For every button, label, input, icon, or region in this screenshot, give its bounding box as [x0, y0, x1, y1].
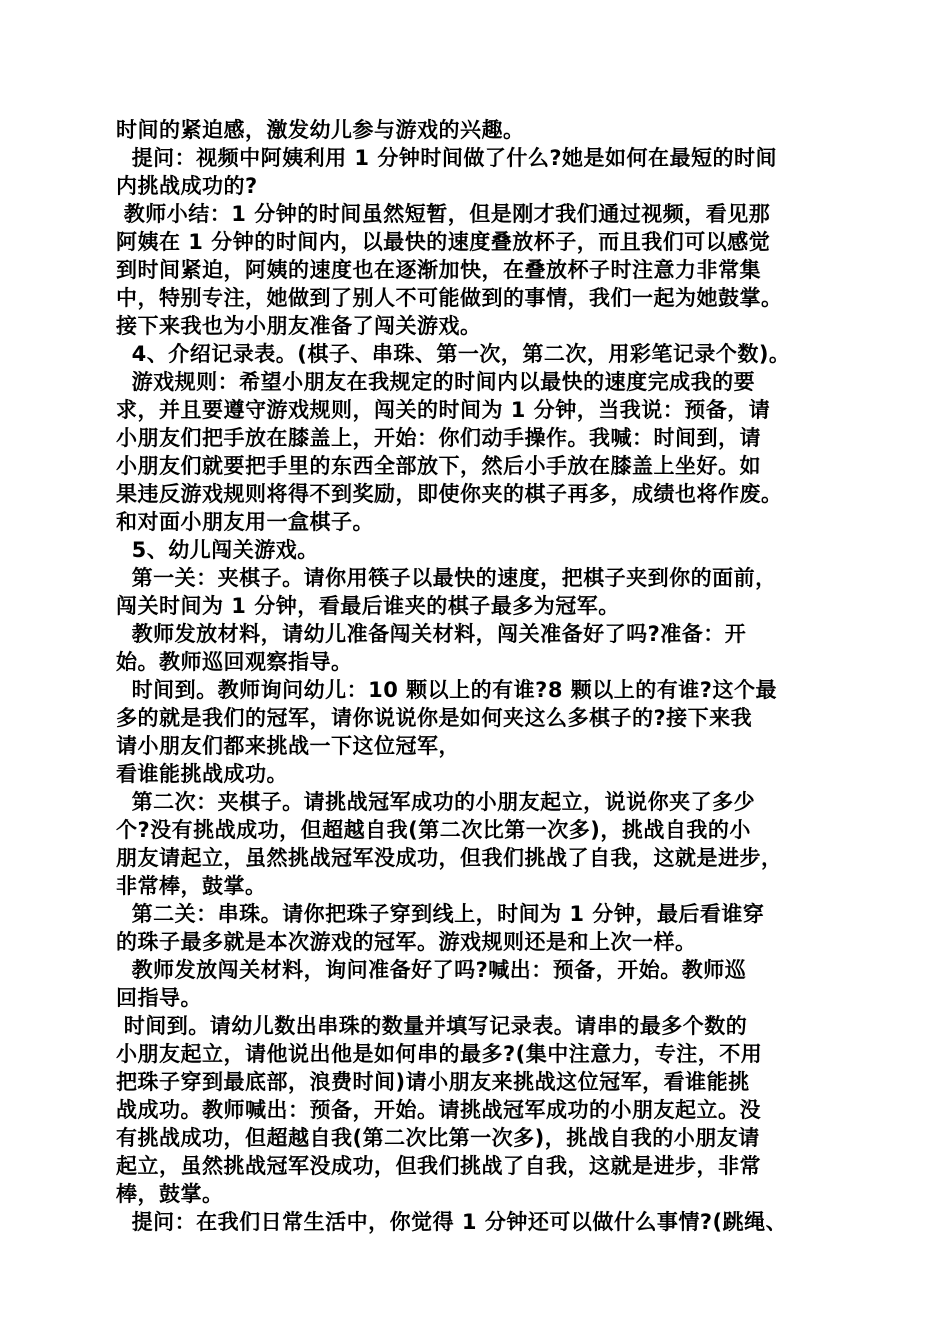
text-line: 时间的紧迫感，激发幼儿参与游戏的兴趣。: [116, 118, 525, 142]
text-line: 内挑战成功的?: [116, 174, 258, 198]
text-line: 提问：在我们日常生活中，你觉得 1 分钟还可以做什么事情?(跳绳、: [116, 1210, 788, 1234]
text-line: 第二次：夹棋子。请挑战冠军成功的小朋友起立，说说你夹了多少: [116, 790, 756, 814]
text-line: 小朋友起立，请他说出他是如何串的最多?(集中注意力，专注，不用: [116, 1042, 763, 1066]
text-line: 求，并且要遵守游戏规则，闯关的时间为 1 分钟，当我说：预备，请: [116, 398, 771, 422]
text-line: 时间到。请幼儿数出串珠的数量并填写记录表。请串的最多个数的: [116, 1014, 748, 1038]
text-line: 教师小结：1 分钟的时间虽然短暂，但是刚才我们通过视频，看见那: [116, 202, 771, 226]
text-line: 果违反游戏规则将得不到奖励，即使你夹的棋子再多，成绩也将作废。: [116, 482, 783, 506]
text-line: 到时间紧迫，阿姨的速度也在逐渐加快，在叠放杯子时注意力非常集: [116, 258, 761, 282]
text-line: 起立，虽然挑战冠军没成功，但我们挑战了自我，这就是进步，非常: [116, 1154, 761, 1178]
text-line: 第一关：夹棋子。请你用筷子以最快的速度，把棋子夹到你的面前，: [116, 566, 777, 590]
text-line: 棒，鼓掌。: [116, 1182, 224, 1206]
document-page: [116, 116, 846, 1236]
text-line: 把珠子穿到最底部，浪费时间)请小朋友来挑战这位冠军，看谁能挑: [116, 1070, 750, 1094]
text-line: 接下来我也为小朋友准备了闯关游戏。: [116, 314, 482, 338]
text-line: 看谁能挑战成功。: [116, 762, 288, 786]
text-line: 中，特别专注，她做到了别人不可能做到的事情，我们一起为她鼓掌。: [116, 286, 783, 310]
text-line: 4、介绍记录表。(棋子、串珠、第一次，第二次，用彩笔记录个数)。: [116, 342, 791, 366]
text-line: 和对面小朋友用一盒棋子。: [116, 510, 374, 534]
text-line: 小朋友们就要把手里的东西全部放下，然后小手放在膝盖上坐好。如: [116, 454, 761, 478]
text-line: 教师发放闯关材料，询问准备好了吗?喊出：预备，开始。教师巡: [116, 958, 747, 982]
text-line: 朋友请起立，虽然挑战冠军没成功，但我们挑战了自我，这就是进步，: [116, 846, 783, 870]
text-line: 教师发放材料，请幼儿准备闯关材料，闯关准备好了吗?准备：开: [116, 622, 747, 646]
text-line: 阿姨在 1 分钟的时间内，以最快的速度叠放杯子，而且我们可以感觉: [116, 230, 771, 254]
text-line: 小朋友们把手放在膝盖上，开始：你们动手操作。我喊：时间到，请: [116, 426, 761, 450]
text-line: 多的就是我们的冠军，请你说说你是如何夹这么多棋子的?接下来我: [116, 706, 753, 730]
text-line: 提问：视频中阿姨利用 1 分钟时间做了什么?她是如何在最短的时间: [116, 146, 778, 170]
text-line: 第二关：串珠。请你把珠子穿到线上，时间为 1 分钟，最后看谁穿: [116, 902, 765, 926]
text-line: 有挑战成功，但超越自我(第二次比第一次多)，挑战自我的小朋友请: [116, 1126, 760, 1150]
text-line: 游戏规则：希望小朋友在我规定的时间内以最快的速度完成我的要: [116, 370, 756, 394]
text-line: 个?没有挑战成功，但超越自我(第二次比第一次多)，挑战自我的小: [116, 818, 751, 842]
text-line: 的珠子最多就是本次游戏的冠军。游戏规则还是和上次一样。: [116, 930, 697, 954]
text-line: 时间到。教师询问幼儿：10 颗以上的有谁?8 颗以上的有谁?这个最: [116, 678, 777, 702]
text-line: 闯关时间为 1 分钟，看最后谁夹的棋子最多为冠军。: [116, 594, 620, 618]
text-line: 5、幼儿闯关游戏。: [116, 538, 319, 562]
text-line: 请小朋友们都来挑战一下这位冠军，: [116, 734, 460, 758]
text-line: 始。教师巡回观察指导。: [116, 650, 353, 674]
text-line: 战成功。教师喊出：预备，开始。请挑战冠军成功的小朋友起立。没: [116, 1098, 761, 1122]
text-line: 回指导。: [116, 986, 202, 1010]
text-line: 非常棒，鼓掌。: [116, 874, 267, 898]
